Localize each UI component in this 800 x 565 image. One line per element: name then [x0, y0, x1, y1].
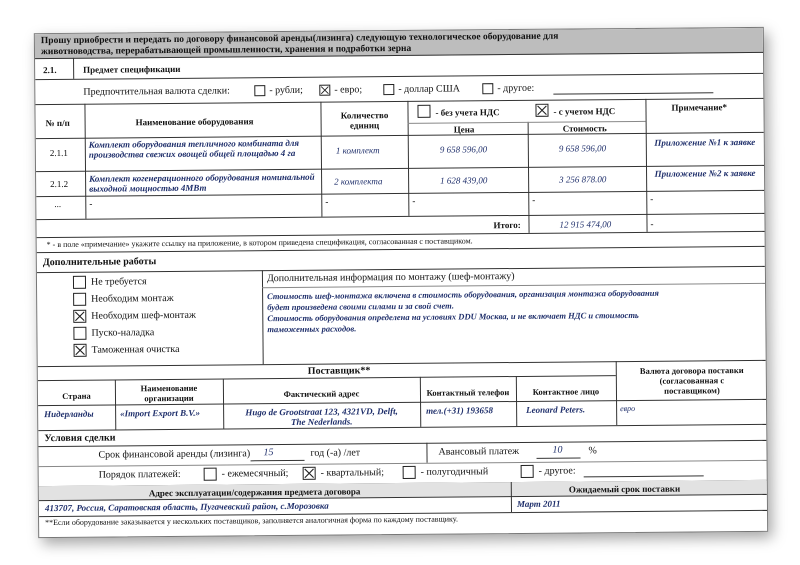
col-note-header: Примечание* [671, 102, 728, 113]
col-qty-header: Количество единиц [340, 110, 389, 131]
row-2-cost: 3 256 878.00 [559, 174, 607, 185]
row-2-name: Комплект когенерационного оборудования номинальной выходной мощностью 4МВт [89, 171, 315, 194]
currency-rub-label: - рубли; [269, 84, 303, 97]
vat-without-checkbox[interactable] [417, 105, 430, 118]
delivery-value: Март 2011 [516, 498, 561, 509]
extra-none-label: Не требуется [90, 276, 147, 288]
advance-unit: % [588, 445, 597, 457]
currency-rub-checkbox[interactable] [254, 85, 265, 96]
currency-usd-label: - доллар США [398, 83, 461, 96]
payment-other-field[interactable] [584, 475, 704, 477]
application-form [34, 27, 768, 538]
col-price-header: Цена [453, 124, 475, 135]
supplier-address-2: The Nederlands. [290, 416, 353, 427]
supplier-footnote: **Если оборудование заказывается у нескольких поставщиков, заполняется аналогичная форма по каждому поставщику. [45, 514, 459, 528]
extra-commissioning-label: Пуско-наладка [91, 327, 155, 339]
supplier-currency-header-1: Валюта договора поставки [639, 365, 744, 376]
row-2-qty: 2 комплекта [334, 176, 383, 187]
extra-customs-label: Таможенная очистка [91, 343, 180, 356]
supplier-org: «Import Export B.V.» [120, 407, 201, 419]
advance-value[interactable]: 10 [552, 444, 563, 456]
total-value: 12 915 474,00 [559, 219, 612, 230]
extra-supervision-checkbox[interactable] [73, 310, 86, 323]
col-org-header-1: Наименование [140, 382, 198, 394]
currency-eur-label: - евро; [334, 84, 363, 96]
payment-semiannual-label: - полугодичный [420, 466, 489, 478]
col-name-header: Наименование оборудования [135, 116, 254, 128]
supplier-country: Нидерланды [44, 408, 94, 420]
check-x-icon [320, 86, 329, 95]
col-org-header-2: организации [144, 392, 194, 404]
row-1-name: Комплект оборудования тепличного комбината для производства свежих овощей общей площадью 4 га [88, 137, 300, 160]
row-1-note: Приложение №1 к заявке [654, 136, 756, 148]
row-3-num: ... [54, 198, 62, 210]
vat-with-label: - с учетом НДС [553, 106, 616, 117]
lease-term-label: Срок финансовой аренды (лизинга) [98, 448, 251, 461]
currency-eur-checkbox[interactable] [319, 85, 330, 96]
payment-monthly-checkbox[interactable] [204, 468, 217, 481]
supplier-currency-header-2: (согласованная с [659, 375, 725, 386]
row-3-price: - [412, 195, 416, 206]
payment-monthly-label: - ежемесячный; [221, 467, 289, 480]
address-header: Адрес эксплуатации/содержания предмета договора [148, 486, 361, 499]
currency-usd-checkbox[interactable] [383, 84, 394, 95]
payment-quarterly-label: - квартальный; [320, 467, 385, 479]
check-x-icon [304, 468, 315, 479]
address-value: 413707, Россия, Саратовская область, Пугачевский район, с.Морозовка [44, 500, 329, 514]
delivery-header: Ожидаемый срок поставки [568, 483, 681, 495]
check-x-icon [74, 311, 85, 322]
row-3-note: - [650, 193, 654, 204]
terms-title: Условия сделки [44, 432, 116, 445]
payment-quarterly-checkbox[interactable] [303, 467, 316, 480]
col-cost-header: Стоимость [562, 123, 607, 134]
payment-order-label: Порядок платежей: [98, 468, 181, 481]
extra-info-p2-line2: таможенных расходов. [267, 323, 357, 335]
header-line-1: Прошу приобрести и передать по договору финансовой аренды(лизинга) следующую технологическое оборудование для [40, 31, 559, 47]
col-person-header: Контактное лицо [532, 386, 600, 397]
extra-none-checkbox[interactable] [73, 276, 86, 289]
check-x-icon [75, 345, 86, 356]
row-3-qty: - [325, 196, 329, 207]
supplier-person: Leonard Peters. [526, 404, 586, 415]
row-2-note: Приложение №2 к заявке [654, 167, 756, 179]
lease-term-unit: год (-а) /лет [310, 447, 361, 459]
currency-other-label: - другое: [497, 82, 535, 95]
supplier-address-1: Hugo de Grootstraat 123, 4321VD, Delft, [245, 406, 398, 418]
payment-semiannual-checkbox[interactable] [403, 466, 416, 479]
extra-info-p1-line1: Стоимость шеф-монтажа включена в стоимость оборудования, организация монтажа оборудования [267, 287, 659, 302]
extra-commissioning-checkbox[interactable] [73, 327, 86, 340]
spec-number: 2.1. [43, 64, 57, 76]
currency-label: Предпочтительная валюта сделки: [83, 85, 230, 98]
row-1-qty: 1 комплект [335, 145, 380, 156]
currency-other-field[interactable] [553, 92, 713, 94]
col-phone-header: Контактный телефон [426, 387, 510, 398]
total-note: - [650, 218, 654, 229]
supplier-currency-header-3: поставщиком) [664, 385, 720, 396]
supplier-phone: тел.(+31) 193658 [426, 405, 494, 416]
lease-term-value[interactable]: 15 [263, 447, 274, 459]
vat-without-label: - без учета НДС [435, 107, 500, 118]
extra-title: Дополнительные работы [42, 256, 157, 269]
row-1-num: 2.1.1 [49, 147, 68, 159]
payment-other-label: - другое: [538, 465, 576, 477]
extra-customs-checkbox[interactable] [74, 344, 87, 357]
currency-other-checkbox[interactable] [482, 83, 493, 94]
row-3-name: - [89, 198, 93, 209]
extra-supervision-label: Необходим шеф-монтаж [91, 309, 196, 322]
col-country-header: Страна [62, 390, 91, 401]
advance-label: Авансовый платеж [438, 445, 520, 458]
payment-other-checkbox[interactable] [521, 465, 534, 478]
row-3-cost: - [532, 194, 536, 205]
spec-title: Предмет спецификации [83, 63, 181, 75]
row-2-num: 2.1.2 [50, 178, 69, 190]
extra-install-label: Необходим монтаж [91, 292, 174, 305]
row-2-price: 1 628 439,00 [440, 175, 488, 186]
header-line-2: животноводства, перерабатывающей промышленности, хранения и подработки зерна [40, 43, 412, 58]
col-num-header: № п/п [45, 117, 70, 129]
row-1-cost: 9 658 596,00 [558, 143, 607, 154]
vat-with-checkbox[interactable] [535, 104, 548, 117]
check-x-icon [536, 105, 547, 116]
supplier-title: Поставщик** [307, 365, 371, 377]
total-label: Итого: [493, 219, 521, 231]
supplier-currency: евро [620, 403, 636, 414]
extra-info-p2-line1: Стоимость оборудования определена на условиях DDU Москва, и не включает НДС и стоимость [267, 309, 639, 324]
extra-info-title: Дополнительная информация по монтажу (шеф-монтажу) [266, 271, 515, 285]
col-address-header: Фактический адрес [283, 388, 360, 400]
extra-install-checkbox[interactable] [73, 293, 86, 306]
extra-info-p1-line2: будет произведена своими силами и за свой счет. [267, 300, 454, 313]
table-footnote: * - в поле «примечание» укажите ссылку на приложение, в котором приведена спецификация, согласованная с поставщиком. [46, 236, 473, 250]
row-1-price: 9 658 596,00 [439, 144, 488, 155]
